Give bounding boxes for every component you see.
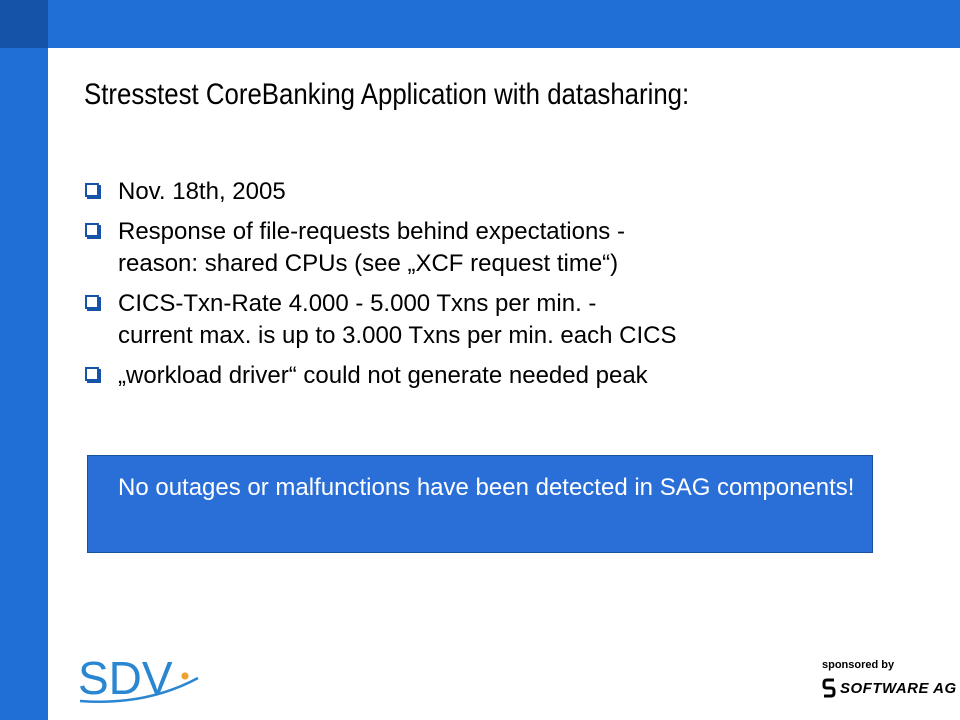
bullet-item bbox=[84, 360, 814, 392]
bullet-item bbox=[84, 216, 814, 280]
bullet-item bbox=[84, 176, 814, 208]
checkbox-bullet-icon bbox=[85, 183, 99, 197]
software-ag-text: SOFTWARE AG bbox=[840, 679, 957, 697]
checkbox-bullet-icon bbox=[85, 367, 99, 381]
software-ag-s-icon bbox=[822, 678, 836, 698]
corner-accent bbox=[0, 0, 48, 48]
software-ag-logo bbox=[822, 676, 957, 700]
bullet-text: reason: shared CPUs (see „XCF request time“) bbox=[118, 250, 619, 277]
top-accent-bar bbox=[0, 0, 960, 48]
sdv-logo bbox=[76, 654, 206, 704]
bullet-text: Response of file-requests behind expectations - bbox=[118, 218, 625, 245]
note-text: No outages or malfunctions have been detected in SAG components! bbox=[118, 474, 855, 501]
sdv-logo-text: SDV bbox=[78, 654, 173, 704]
bullet-text: CICS-Txn-Rate 4.000 - 5.000 Txns per min. - bbox=[118, 290, 597, 317]
highlight-note-box bbox=[87, 455, 873, 553]
sponsored-by-label: sponsored by bbox=[822, 659, 895, 671]
bullet-item bbox=[84, 288, 814, 352]
slide-title: Stresstest CoreBanking Application with datasharing: bbox=[84, 78, 690, 111]
checkbox-bullet-icon bbox=[85, 295, 99, 309]
bullet-list bbox=[84, 176, 814, 400]
bullet-text: „workload driver“ could not generate needed peak bbox=[118, 362, 648, 389]
logo-dot-icon bbox=[181, 672, 188, 679]
bullet-text: current max. is up to 3.000 Txns per min. each CICS bbox=[118, 322, 677, 349]
bullet-text: Nov. 18th, 2005 bbox=[118, 178, 286, 205]
left-accent-bar bbox=[0, 48, 48, 720]
checkbox-bullet-icon bbox=[85, 223, 99, 237]
